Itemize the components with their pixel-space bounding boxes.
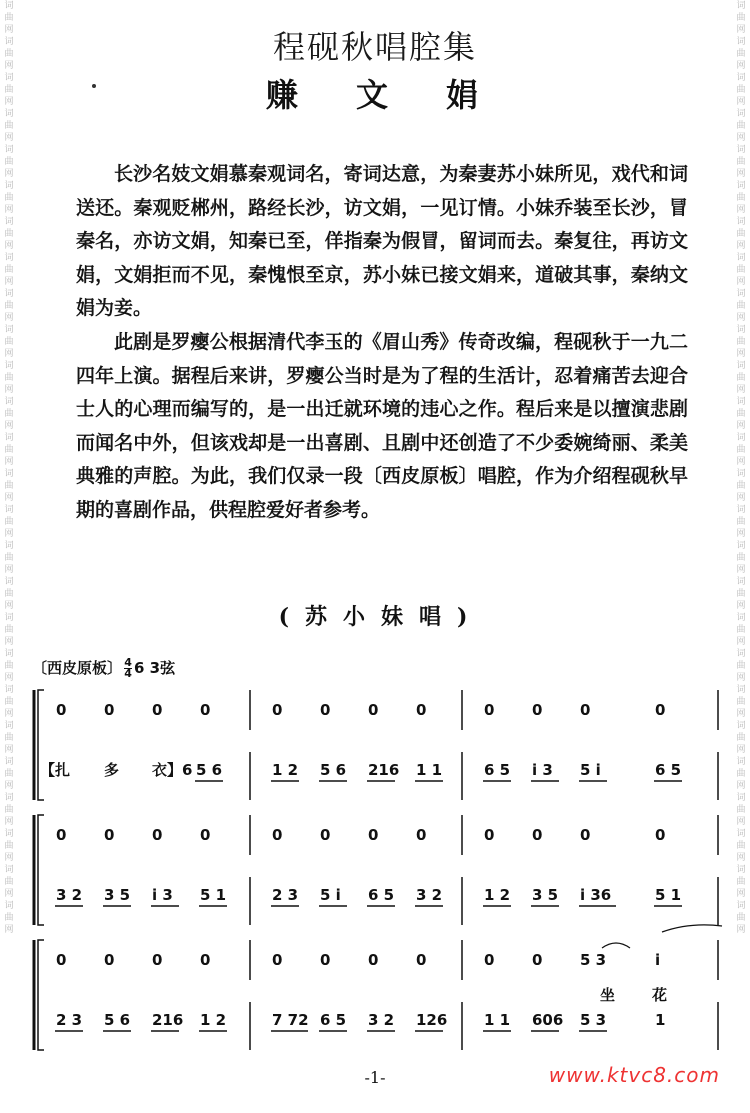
top-note: 0 xyxy=(200,951,211,969)
top-note: 0 xyxy=(200,701,211,719)
top-note: 0 xyxy=(320,826,331,844)
time-signature-top: 4 xyxy=(124,656,132,669)
bottom-note: 5 3 xyxy=(580,1011,607,1029)
top-note: 0 xyxy=(104,826,115,844)
bottom-note: 6 5 xyxy=(484,761,511,779)
bottom-note: 多 xyxy=(104,761,120,779)
top-note: 0 xyxy=(152,951,163,969)
bottom-note: i 36 xyxy=(580,886,612,904)
bottom-note: 5 6 xyxy=(196,761,223,779)
bottom-note: 3 2 xyxy=(368,1011,395,1029)
bottom-note: 5 i xyxy=(320,886,341,904)
tie-curve xyxy=(662,925,722,932)
top-note: 0 xyxy=(655,701,666,719)
system-1-bracket xyxy=(38,815,44,925)
bottom-note: 2 3 xyxy=(56,1011,83,1029)
top-note: 0 xyxy=(416,701,427,719)
top-note: 0 xyxy=(484,701,495,719)
intro-text-1: 长沙名妓文娟慕秦观词名，寄词达意，为秦妻苏小妹所见，戏代和词送还。秦观贬郴州，路经长沙，访文娟，一见订情。小妹乔装至长沙，冒秦名，亦访文娟，知秦已至，佯指秦为假冒，留词而去。秦复往，再访文娟，文娟拒而不见，秦愧恨至京，苏小妹已接文娟来，道破其事，秦纳文娟为妾。 xyxy=(76,163,688,319)
bottom-note: 1 2 xyxy=(484,886,511,904)
bottom-note: 6 5 xyxy=(655,761,682,779)
top-note: 0 xyxy=(484,826,495,844)
top-note: 0 xyxy=(532,701,543,719)
collection-title: 程砚秋唱腔集 xyxy=(272,28,477,66)
bottom-note: 3 5 xyxy=(532,886,559,904)
lyric-char: 坐 xyxy=(600,986,616,1004)
side-watermark-right: 词曲网词曲网词曲网词曲网词曲网词曲网词曲网词曲网词曲网词曲网词曲网词曲网词曲网词曲网词曲网词曲网词曲网词曲网词曲网词曲网词曲网词曲网词曲网词曲网词曲网词曲网 xyxy=(736,1,746,935)
side-watermark-left: 词曲网词曲网词曲网词曲网词曲网词曲网词曲网词曲网词曲网词曲网词曲网词曲网词曲网词曲网词曲网词曲网词曲网词曲网词曲网词曲网词曲网词曲网词曲网词曲网词曲网词曲网 xyxy=(4,1,14,935)
bottom-note: 5 i xyxy=(580,761,601,779)
time-signature-bottom: 4 xyxy=(124,667,132,680)
system-2-bracket xyxy=(38,940,44,1050)
top-note: 0 xyxy=(368,701,379,719)
bottom-note: 216 xyxy=(368,761,400,779)
bottom-note: 【扎 xyxy=(40,761,71,779)
intro-text-2: 此剧是罗瘿公根据清代李玉的《眉山秀》传奇改编，程砚秋于一九二四年上演。据程后来讲，罗瘿公当时是为了程的生活计，忍着痛苦去迎合士人的心理而编写的，是一出迁就环境的违心之作。程后来是以擅演悲剧而闻名中外，但该戏却是一出喜剧、且剧中还创造了不少委婉绮丽、柔美典雅的声腔。为此，我们仅录一段〔西皮原板〕唱腔，作为介绍程砚秋早期的喜剧作品，供程腔爱好者参考。 xyxy=(76,331,688,521)
top-note: 0 xyxy=(200,826,211,844)
system-0-bracket xyxy=(38,690,44,800)
tempo-marking xyxy=(32,657,175,679)
bottom-note: 1 1 xyxy=(484,1011,511,1029)
banshi-label: 〔西皮原板〕 xyxy=(32,659,123,677)
bottom-note: 2 3 xyxy=(272,886,299,904)
slur xyxy=(602,943,630,948)
bottom-note: i 3 xyxy=(152,886,173,904)
top-note: 0 xyxy=(56,701,67,719)
bottom-note: 216 xyxy=(152,1011,184,1029)
intro-paragraph-2 xyxy=(76,326,688,527)
bottom-note: 3 2 xyxy=(416,886,443,904)
bottom-note: 5 1 xyxy=(655,886,682,904)
bottom-note: 7 72 xyxy=(272,1011,309,1029)
bottom-note: 6 5 xyxy=(320,1011,347,1029)
bottom-note: 6 5 xyxy=(368,886,395,904)
top-note: 0 xyxy=(320,951,331,969)
top-note: 0 xyxy=(416,951,427,969)
bottom-note: 1 2 xyxy=(272,761,299,779)
bottom-note: 1 1 xyxy=(416,761,443,779)
time-signature xyxy=(124,658,132,679)
singer-label: (苏小妹唱) xyxy=(278,604,484,630)
bottom-note: 5 6 xyxy=(320,761,347,779)
top-note: 0 xyxy=(272,826,283,844)
tuning-label: 6 3弦 xyxy=(134,659,176,677)
site-url: www.ktvc8.com xyxy=(548,1063,720,1087)
top-note: 0 xyxy=(56,951,67,969)
bottom-note: 3 2 xyxy=(56,886,83,904)
top-note: 0 xyxy=(320,701,331,719)
bottom-note: 3 5 xyxy=(104,886,131,904)
bottom-note: 衣】6 xyxy=(152,761,193,779)
bottom-note: 5 6 xyxy=(104,1011,131,1029)
top-note: 0 xyxy=(580,826,591,844)
top-note: 0 xyxy=(416,826,427,844)
top-note: 0 xyxy=(655,826,666,844)
piece-title: 赚文娟 xyxy=(265,76,536,114)
bottom-note: 606 xyxy=(532,1011,564,1029)
bottom-note: 5 1 xyxy=(200,886,227,904)
bottom-note: 1 2 xyxy=(200,1011,227,1029)
top-note: 0 xyxy=(104,701,115,719)
top-note: 0 xyxy=(368,826,379,844)
top-note: 0 xyxy=(532,826,543,844)
top-note: 0 xyxy=(484,951,495,969)
lyric-char: 花 xyxy=(652,986,668,1004)
bottom-note: 1 xyxy=(655,1011,666,1029)
bottom-note: i 3 xyxy=(532,761,553,779)
top-note: 0 xyxy=(56,826,67,844)
top-note: i xyxy=(655,951,661,969)
top-note: 0 xyxy=(580,701,591,719)
top-note: 0 xyxy=(532,951,543,969)
top-note: 0 xyxy=(152,701,163,719)
intro-paragraph-1 xyxy=(76,158,688,326)
top-note: 5 3 xyxy=(580,951,607,969)
top-note: 0 xyxy=(368,951,379,969)
top-note: 0 xyxy=(272,701,283,719)
top-note: 0 xyxy=(152,826,163,844)
top-note: 0 xyxy=(104,951,115,969)
page-number: -1- xyxy=(364,1068,386,1087)
bottom-note: 126 xyxy=(416,1011,448,1029)
top-note: 0 xyxy=(272,951,283,969)
